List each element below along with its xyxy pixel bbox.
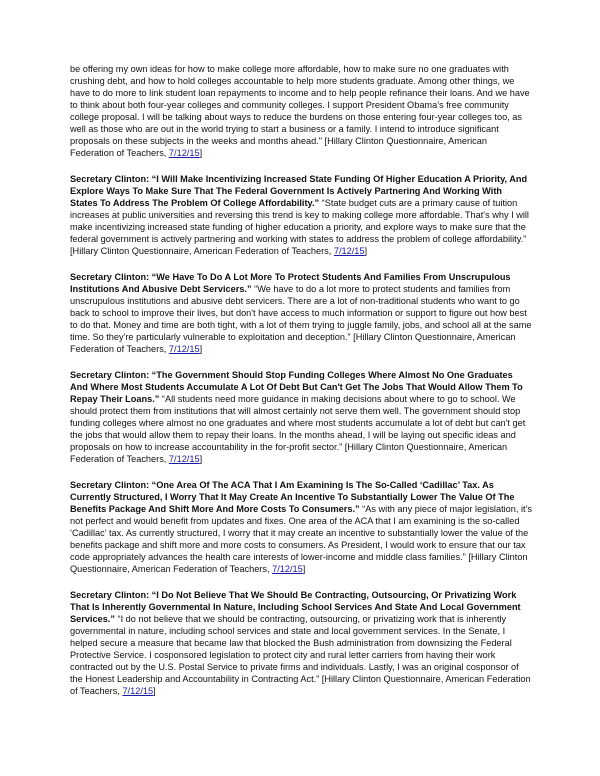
paragraph-cadillac-tax <box>70 479 532 575</box>
paragraph-college-affordability-ideas <box>70 63 532 159</box>
paragraph-body: “We have to do a lot more to protect students and families from unscrupulous institutions and abusive debt servicers. There are a lot of non-traditional students who want to go back to school to improve their lives, but don't have access to much information or support to figure out how best to do that. Money and time are both tight, with a lot of them trying to juggle family, jobs, and school all at the same time. So they're particularly vulnerable to exploitation and deception.” [Hillary Clinton Questionnaire, American Federation of Teachers, <box>70 284 532 354</box>
document-page <box>70 63 532 711</box>
source-date-link[interactable]: 7/12/15 <box>122 686 154 696</box>
bracket-close: ] <box>302 564 306 574</box>
paragraph-stop-funding-colleges <box>70 369 532 465</box>
paragraph-lead: Secretary Clinton: “I Will Make Incentivizing Increased State Funding Of Higher Education A Priority, And Explore Ways To Make Sure That The Federal Government Is Actively Partnering And Working With States To Address The Problem Of College Affordability.” <box>70 174 528 208</box>
bracket-close: ] <box>364 246 368 256</box>
bracket-close: ] <box>199 454 203 464</box>
paragraph-body: “I do not believe that we should be contracting, outsourcing, or privatizing work that is inherently governmental in nature, including school services and state and local government services. In the Senate, I helped secure a measure that became law that blocked the Bush administration from downsizing the Federal Protective Service. I cosponsored legislation to protect city and rural letter carriers from having their work contracted out by the U.S. Postal Service to private firms and individuals. Lastly, I was an original cosponsor of the Honest Leadership and Accountability in Contracting Act.” [Hillary Clinton Questionnaire, American Federation of Teachers, <box>70 614 531 696</box>
paragraph-lead: Secretary Clinton: “I Do Not Believe That We Should Be Contracting, Outsourcing, Or Privatizing Work That Is Inherently Governmental In Nature, Including School Services And State And Local Government Services.” <box>70 590 521 624</box>
paragraph-state-funding <box>70 173 532 257</box>
bracket-close: ] <box>199 344 203 354</box>
paragraph-body: “State budget cuts are a primary cause of tuition increases at public universities and reversing this trend is key to making college more affordable. That's why I will make incentivizing increased state funding of higher education a priority, and explore ways to make sure that the federal government is actively partnering and working with states to address the problem of college affordability.” [Hillary Clinton Questionnaire, American Federation of Teachers, <box>70 198 529 256</box>
paragraph-body: “As with any piece of major legislation, it's not perfect and would benefit from updates and fixes. One area of the ACA that I am examining is the so-called ‘Cadillac’ tax. As currently structured, I worry that it may create an incentive to substantially lower the value of the benefits package and shift more and more costs to consumers. As President, I would work to ensure that our tax code appropriately advances the health care interests of lower-income and middle class families.” [Hillary Clinton Questionnaire, American Federation of Teachers, <box>70 504 532 574</box>
source-date-link[interactable]: 7/12/15 <box>168 344 200 354</box>
paragraph-lead: Secretary Clinton: “We Have To Do A Lot More To Protect Students And Families From Unscrupulous Institutions And Abusive Debt Servicers.” <box>70 272 511 294</box>
source-date-link[interactable]: 7/12/15 <box>272 564 303 574</box>
paragraph-outsourcing <box>70 589 532 697</box>
paragraph-body: be offering my own ideas for how to make college more affordable, how to make sure no one graduates with crushing debt, and how to hold colleges accountable to help more students graduate. Among other things, we have to do more to link student loan repayments to income and to help people refinance their loans. And we have to think about both four-year colleges and community colleges. I support President Obama's free community college proposal. I will be talking about ways to reduce the burdens on those entering four-year colleges too, as well as those who are out in the world trying to start a business or a family. I intend to introduce significant proposals on these subjects in the weeks and months ahead." [Hillary Clinton Questionnaire, American Federation of Teachers, <box>70 64 530 158</box>
bracket-close: ] <box>199 148 203 158</box>
bracket-close: ] <box>153 686 156 696</box>
paragraph-lead: Secretary Clinton: “The Government Should Stop Funding Colleges Where Almost No One Graduates And Where Most Students Accumulate A Lot Of Debt But Can't Get The Jobs That Would Allow Them To Repay Their Loans.” <box>70 370 523 404</box>
source-date-link[interactable]: 7/12/15 <box>168 148 200 158</box>
source-date-link[interactable]: 7/12/15 <box>333 246 365 256</box>
paragraph-lead: Secretary Clinton: “One Area Of The ACA That I Am Examining Is The So-Called ‘Cadillac’ Tax. As Currently Structured, I Worry That It May Create An Incentive To Substantially Lower The Value Of The Benefits Package And Shift More And More Costs To Consumers.” <box>70 480 515 514</box>
source-date-link[interactable]: 7/12/15 <box>168 454 200 464</box>
paragraph-protect-students <box>70 271 532 355</box>
paragraph-body: “All students need more guidance in making decisions about where to go to school. We should protect them from institutions that will almost certainly not serve them well. The government should stop funding colleges where almost no one graduates and where most students accumulate a lot of debt but can't get the jobs that would allow them to repay their loans. In the months ahead, I will be laying out specific ideas and proposals on how to increase accountability in the for-profit sector.” [Hillary Clinton Questionnaire, American Federation of Teachers, <box>70 394 526 464</box>
